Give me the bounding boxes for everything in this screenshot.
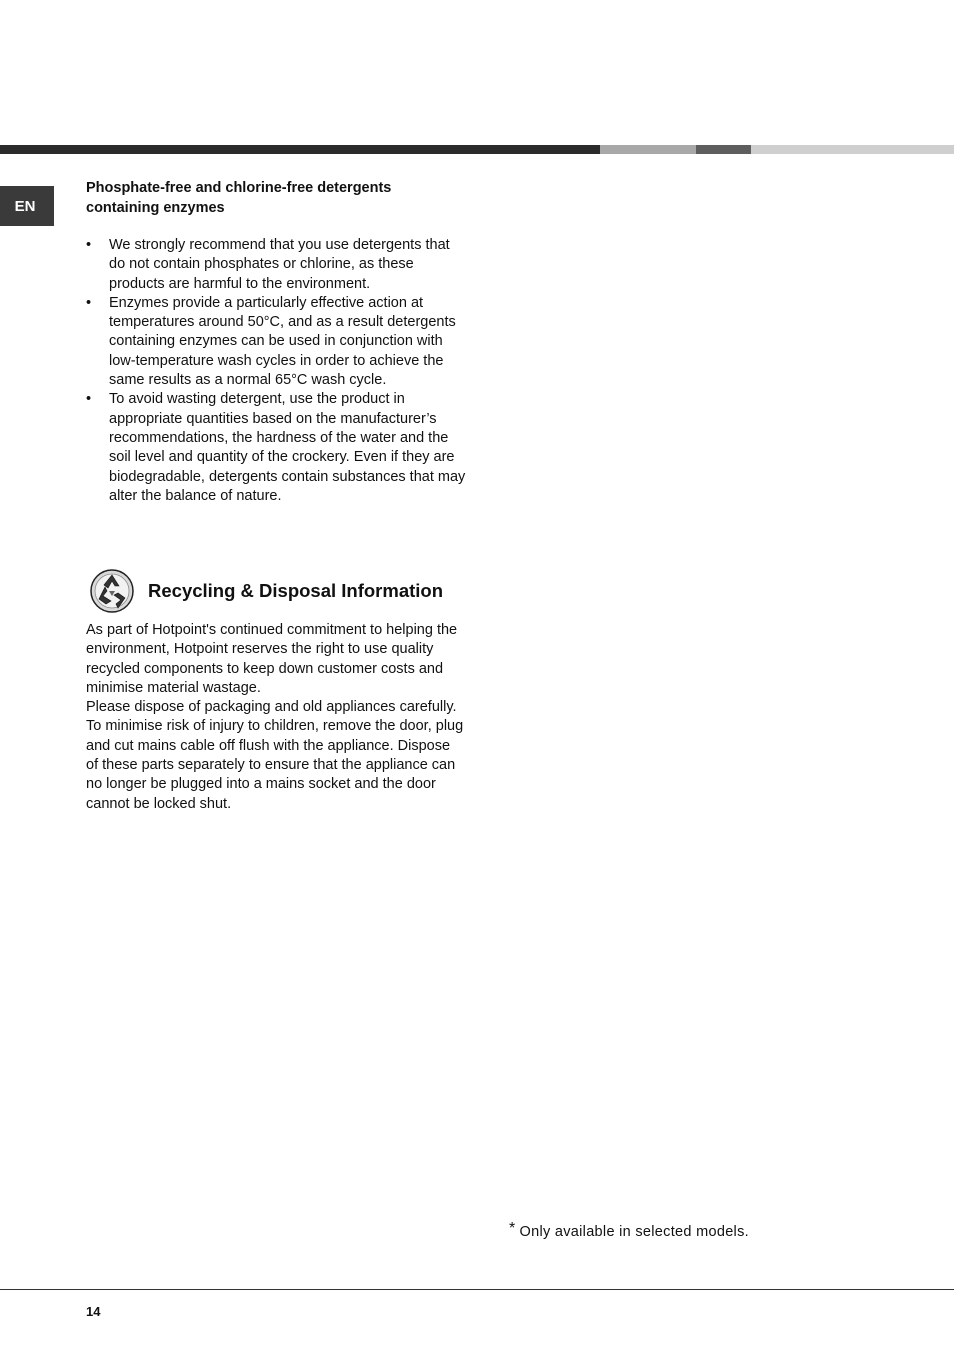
language-tab: EN bbox=[0, 186, 54, 226]
footnote-star: * bbox=[509, 1220, 516, 1237]
detergents-bullet-list bbox=[86, 236, 468, 506]
list-item: • We strongly recommend that you use detergents that do not contain phosphates or chlorine, as these products are harmful to the environment. bbox=[86, 236, 468, 294]
recycling-body bbox=[86, 621, 466, 814]
detergents-heading: Phosphate-free and chlorine-free detergents containing enzymes bbox=[86, 180, 392, 216]
top-bar-segment-mid bbox=[696, 145, 751, 154]
footnote bbox=[509, 1222, 749, 1242]
page-number: 14 bbox=[86, 1304, 101, 1319]
footnote-text: Only available in selected models. bbox=[519, 1224, 749, 1240]
top-bar-segment-dark bbox=[0, 145, 600, 154]
top-bar-segment-pale bbox=[751, 145, 954, 154]
bottom-divider bbox=[0, 1289, 954, 1290]
recycle-icon bbox=[89, 568, 135, 614]
list-item: • To avoid wasting detergent, use the product in appropriate quantities based on the manufacturer’s recommendations, the hardness of the water and the soil level and quantity of the crockery. Even if they are biodegradable, detergents contain substances that may alter the balance of nature. bbox=[86, 390, 468, 506]
list-item: • Enzymes provide a particularly effective action at temperatures around 50°C, and as a result detergents containing enzymes can be used in conjunction with low-temperature wash cycles in order to achieve the same results as a normal 65°C wash cycle. bbox=[86, 294, 468, 390]
recycling-paragraph: To minimise risk of injury to children, remove the door, plug and cut mains cable off flush with the appliance. Dispose of these parts separately to ensure that the appliance can no longer be plugged into a mains socket and the door cannot be locked shut. bbox=[86, 718, 464, 812]
recycling-section-title: Recycling & Disposal Information bbox=[148, 580, 444, 601]
top-bar-segment-light bbox=[600, 145, 696, 154]
recycling-paragraph: Please dispose of packaging and old appliances carefully. bbox=[86, 699, 457, 716]
recycling-paragraph: As part of Hotpoint's continued commitment to helping the environment, Hotpoint reserves the right to use quality recycled components to keep down customer costs and minimise material wastage. bbox=[86, 622, 458, 696]
